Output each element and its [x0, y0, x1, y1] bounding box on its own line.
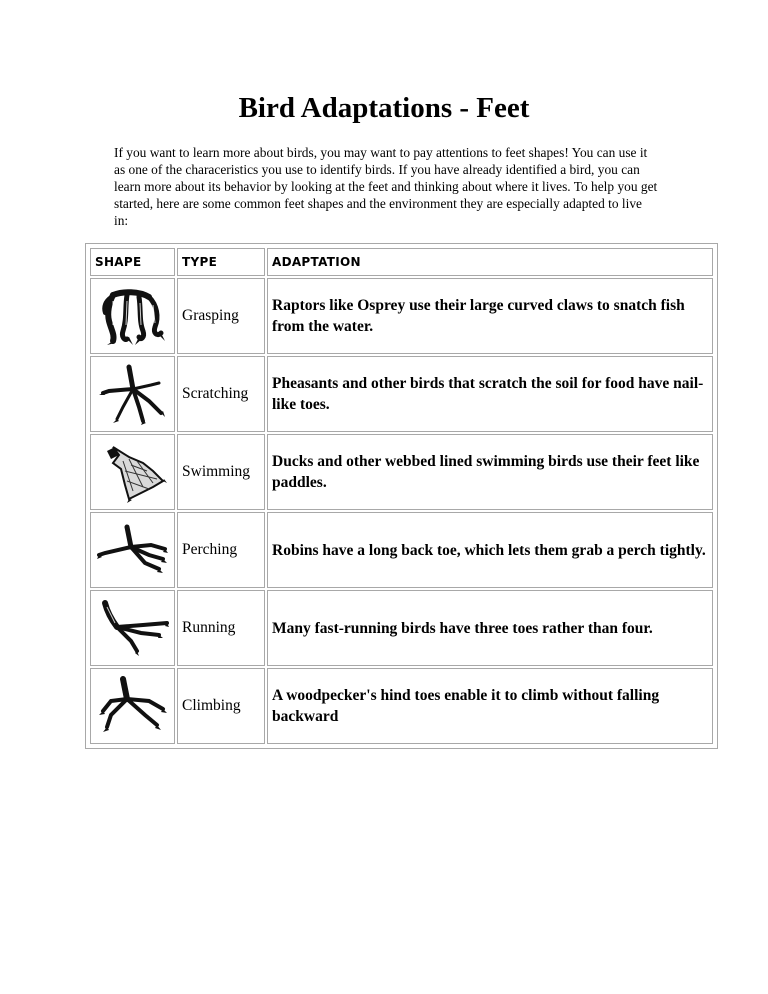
shape-cell [90, 356, 175, 432]
page-title: Bird Adaptations - Feet [238, 92, 530, 124]
intro-paragraph: If you want to learn more about birds, you may want to pay attentions to feet shapes! You can use it as one of the characeristics you use to identify birds. If you have already identified a bird, you can learn more about its behavior by looking at the feet and thinking about where it lives. To help you get started, here are some common feet shapes and the environment they are especially adapted to live in: [114, 145, 658, 228]
adaptation-cell: Robins have a long back toe, which lets them grab a perch tightly. [267, 512, 713, 588]
adaptation-cell: A woodpecker's hind toes enable it to climb without falling backward [267, 668, 713, 744]
perching-foot-icon [97, 519, 169, 581]
adaptation-cell: Ducks and other webbed lined swimming birds use their feet like paddles. [267, 434, 713, 510]
type-cell: Grasping [177, 278, 265, 354]
table-row [90, 512, 713, 588]
table-row [90, 668, 713, 744]
adaptation-cell: Pheasants and other birds that scratch the soil for food have nail-like toes. [267, 356, 713, 432]
table-row [90, 278, 713, 354]
header-type: TYPE [177, 248, 265, 276]
swimming-foot-icon [99, 441, 167, 503]
feet-shapes-table [85, 243, 718, 749]
climbing-foot-icon [97, 675, 169, 737]
type-cell: Climbing [177, 668, 265, 744]
table-row [90, 356, 713, 432]
table-header-row [90, 248, 713, 276]
table-row [90, 590, 713, 666]
running-foot-icon [97, 597, 169, 659]
type-cell: Running [177, 590, 265, 666]
shape-cell [90, 278, 175, 354]
header-shape: SHAPE [90, 248, 175, 276]
header-adaptation: ADAPTATION [267, 248, 713, 276]
shape-cell [90, 434, 175, 510]
scratching-foot-icon [99, 363, 167, 425]
type-cell: Perching [177, 512, 265, 588]
shape-cell [90, 512, 175, 588]
table-row [90, 434, 713, 510]
type-cell: Swimming [177, 434, 265, 510]
adaptation-cell: Raptors like Osprey use their large curved claws to snatch fish from the water. [267, 278, 713, 354]
adaptation-cell: Many fast-running birds have three toes rather than four. [267, 590, 713, 666]
shape-cell [90, 590, 175, 666]
type-cell: Scratching [177, 356, 265, 432]
shape-cell [90, 668, 175, 744]
grasping-foot-icon [99, 285, 167, 347]
